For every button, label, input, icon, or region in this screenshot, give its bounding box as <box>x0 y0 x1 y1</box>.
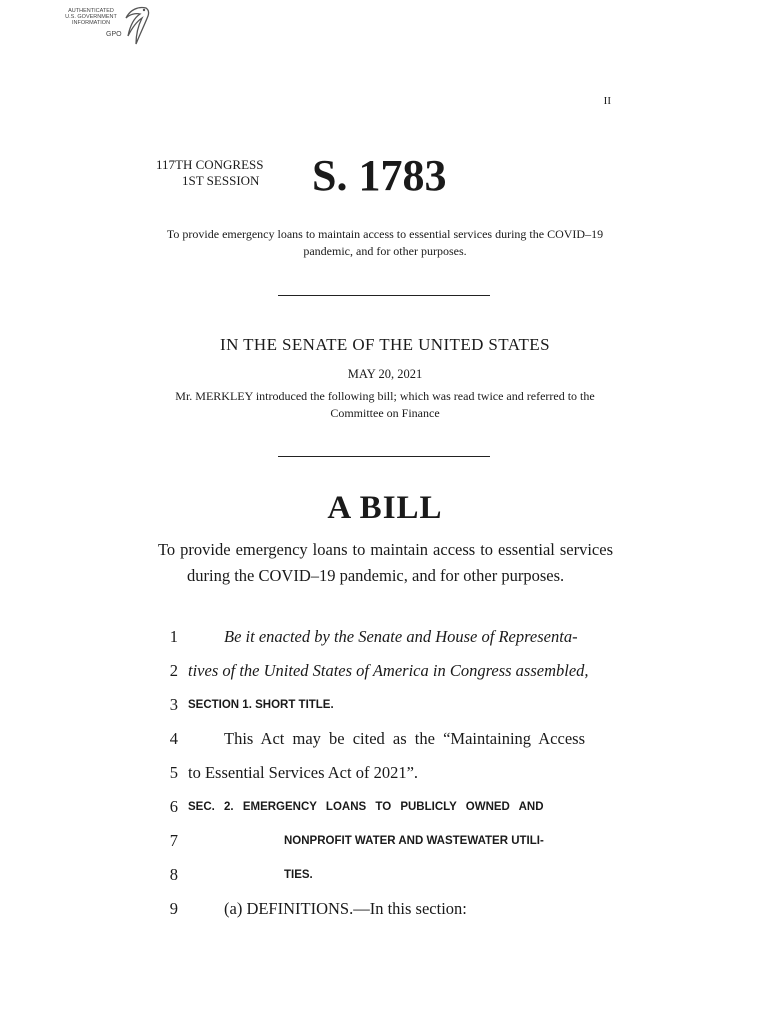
seal-line-2: U.S. GOVERNMENT <box>65 14 117 20</box>
line-text: Be it enacted by the Senate and House of Representa- <box>224 627 578 646</box>
line-text: to Essential Services Act of 2021”. <box>188 763 419 782</box>
line-number: 8 <box>169 865 178 884</box>
line-number: 5 <box>169 763 178 782</box>
line-number: 7 <box>169 831 178 850</box>
line-number: 6 <box>169 797 178 816</box>
congress-number: 117TH CONGRESS <box>156 157 264 172</box>
line-text: This Act may be cited as the “Maintaining Access <box>224 729 585 748</box>
bill-heading: A BILL <box>327 490 443 526</box>
congress-session-block <box>156 157 296 189</box>
section-heading: SEC. 2. EMERGENCY LOANS TO PUBLICLY OWNED AND <box>188 801 544 813</box>
gpo-authentication-seal <box>62 4 152 48</box>
bill-long-title: To provide emergency loans to maintain access to essential services during the COVID–19 pandemic, and for other purposes. <box>158 540 613 585</box>
seal-gpo-label: GPO <box>106 31 122 38</box>
version-mark: II <box>603 95 611 107</box>
bill-number: S. 1783 <box>312 151 447 200</box>
line-text: tives of the United States of America in Congress assembled, <box>188 661 589 680</box>
divider-rule <box>278 295 490 296</box>
section-heading: SECTION 1. SHORT TITLE. <box>188 699 334 711</box>
session-number: 1ST SESSION <box>182 173 260 188</box>
introduction-statement: Mr. MERKLEY introduced the following bill; which was read twice and referred to the Committee on Finance <box>175 389 595 420</box>
chamber-heading: IN THE SENATE OF THE UNITED STATES <box>220 335 550 354</box>
line-number: 4 <box>169 729 178 748</box>
line-number: 1 <box>169 627 178 646</box>
subsection-heading: (a) DEFINITIONS.—In this section: <box>224 899 467 918</box>
seal-line-1: AUTHENTICATED <box>68 8 114 14</box>
eagle-icon <box>116 4 152 48</box>
bill-purpose: To provide emergency loans to maintain access to essential services during the COVID–19 pandemic, and for other purposes. <box>166 227 604 258</box>
line-number: 2 <box>169 661 178 680</box>
line-number: 9 <box>169 899 178 918</box>
section-heading-continued: NONPROFIT WATER AND WASTEWATER UTILI- <box>284 835 544 847</box>
introduction-date: MAY 20, 2021 <box>347 367 423 381</box>
section-heading-continued: TIES. <box>284 869 313 881</box>
line-number: 3 <box>169 695 178 714</box>
seal-line-3: INFORMATION <box>71 20 111 26</box>
divider-rule <box>278 456 490 457</box>
